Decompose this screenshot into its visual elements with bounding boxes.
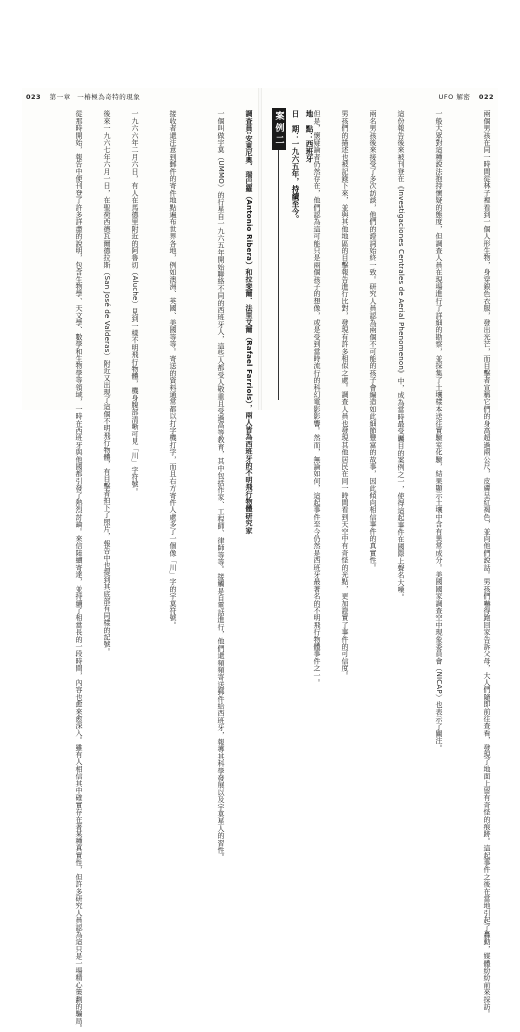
chapter-label: 第一章 (49, 93, 71, 101)
right-paragraph-5: 男孩們的描述也被記錄下來，並與其他地區的目擊報告進行比對，發現有許多相似之處。調查人員也發現其他居民在同一時間看到天空中有奇怪的光點，更加證實了事件的可信度。 (341, 110, 349, 679)
chapter-title: 一樁極為奇特的現象 (77, 93, 141, 101)
left-page-header (26, 92, 140, 101)
left-paragraph-5: 從那時開始，報告中便刊登了許多詳盡的說明，包含生物學、天文學、數學和生物學等領域，一時在西班牙與他國都引發了熱烈討論。來信陸續寄達，並持續了相當長的一段時間，內容也愈來愈深入。雖有人相信其中確實存在著某種真實性，但許多研究人員認為這只是一場精心策劃的騙局。 (75, 110, 83, 1032)
left-page-number: 023 (26, 93, 42, 101)
right-page-number: 022 (478, 93, 494, 101)
left-paragraph-4: 後來一九六七年六月一日，在聖荷西德瓦爾德拉斯（San José de Valderas）附近又出現了這個不明飛行物體，有目擊者拍下了照片，報告中也提到其底部有同樣的記號。 (103, 110, 111, 655)
case-location: 地 點：西班牙 (305, 110, 314, 163)
case-date: 日 期：一九六五年，持續至今。 (291, 110, 300, 223)
case-label: 案例二 (272, 108, 286, 150)
investigators-note: 調查員:安東尼奧．瑞巴羅（Antonio Ribera）和拉斐爾．法里艾爾（Rafael Farriols），兩人皆為西班牙的不明飛行物體研究家 (245, 110, 253, 534)
right-paragraph-6: 但是，懷疑論者仍然存在，他們認為這可能只是兩個孩子的想像，或是受到當時流行的科幻電影影響。然而，無論如何，這起事件至今仍然是西班牙最著名的不明飛行物體事件之一。 (313, 110, 321, 686)
book-spread (22, 88, 498, 1032)
right-paragraph-2: 一般大眾對這種說法抱持懷疑的態度，但調查人員在現場進行了詳細的勘察，並採集了土壤樣本送往實驗室化驗，結果顯示土壤中含有異常成分。美國國家調查空中現象委員會（NICAP）也表示了關注。 (435, 110, 443, 752)
left-paragraph-3: 一九六六年二月六日，有人在馬德里附近的阿魯切（Aluche）見到一樣不明飛行物體，機身腹部清晰可見「川」字符號。 (131, 110, 139, 495)
right-page-header (439, 92, 494, 101)
right-page (260, 88, 498, 1018)
right-paragraph-4: 兩名男孩後來接受了多次訪談，他們的證詞始終一致。研究人員認為兩個不可能的孩子會編造如此細節豐富的故事，因此傾向相信事件的真實性。 (369, 110, 377, 571)
book-header-title: UFO 解密 (438, 93, 471, 101)
case-divider-line (278, 150, 279, 400)
left-paragraph-1: 一個叫做宇莫（UMMO）的行星自一九六五年開始聯絡不同的西班牙人，這些人都受人敬重且受過高等教育，其中包括作家、工程師、律師等等。接觸是自電話進行，他們還頻頻寄送郵件給西班牙，報導其科學發展以及宇莫星人的習性。 (217, 110, 225, 861)
left-paragraph-2: 接收者還注意到郵件的寄件地點遍布世界各地，例如澳洲、英國、美國等等。寄送的資料通常都以打字機打字，而且右方寄件人處多了一個像「川」字的宇莫符號。 (169, 110, 177, 629)
left-page (22, 88, 260, 1032)
right-paragraph-1: 兩個男孩在同一時間從林子裡看到一個人形生物，身穿銀色衣服，發出光芒，而目擊者宣稱它們的身高超過兩公尺，皮膚呈紅褐色，並向他們說話。男孩們嚇得跑回家告訴父母，大人們隨即前往查看，發現了地面上留有奇怪的痕跡。這起事件之後在當地引起了轟動，媒體紛紛前來採訪。 (483, 110, 491, 1018)
right-paragraph-3: 這份報告後來被刊登在《Investigaciones Centrales de Aerial Phenomenon》中，成為當時最受矚目的案例之一，使得這起事件在國際上聲名大噪。 (397, 110, 405, 601)
